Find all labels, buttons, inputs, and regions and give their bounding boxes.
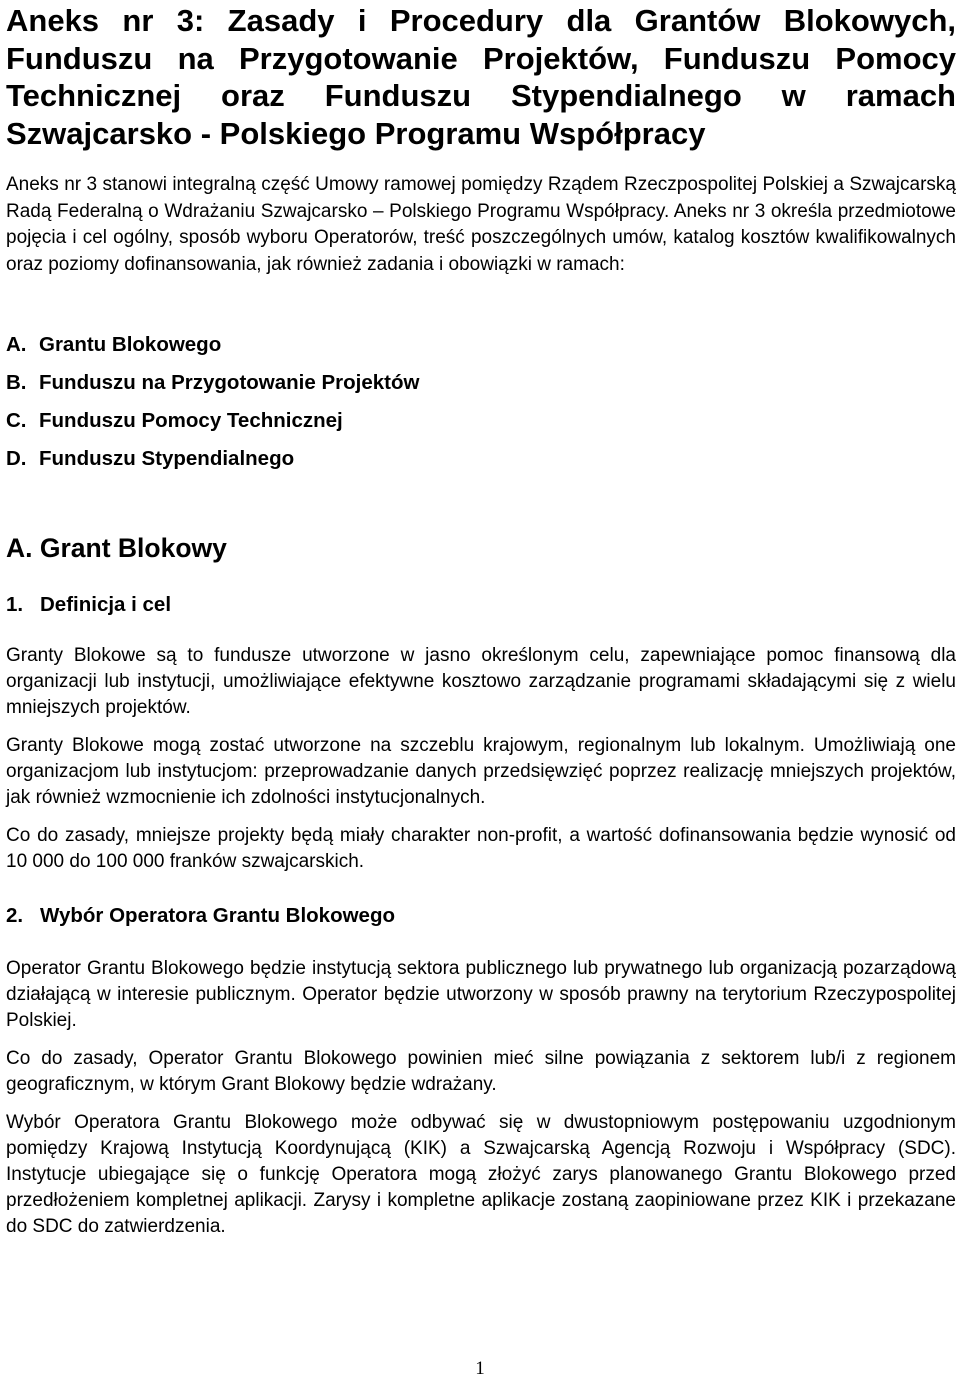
section-2-heading: 2. Wybór Operatora Grantu Blokowego bbox=[6, 904, 395, 927]
document-title: Aneks nr 3: Zasady i Procedury dla Grantów Blokowych, Funduszu na Przygotowanie Projektów, Funduszu Pomocy Technicznej oraz Funduszu Stypendialnego w ramach Szwajcarsko - Polskiego Programu Współpracy bbox=[6, 3, 956, 151]
intro-section bbox=[6, 172, 956, 278]
paragraph: Operator Grantu Blokowego będzie instytucją sektora publicznego lub prywatnego lub organizacją pozarządową działającą w interesie publicznym. Operator będzie utworzony w sposób prawny na terytorium Rzeczypospolitej Polskiej. bbox=[6, 958, 956, 1031]
paragraph: Granty Blokowe są to fundusze utworzone w jasno określonym celu, zapewniające pomoc finansową dla organizacji lub instytucji, umożliwiające efektywne kosztowo zarządzanie programami składającymi się z wielu mniejszych projektów. bbox=[6, 645, 956, 718]
section-1-heading: 1. Definicja i cel bbox=[6, 593, 172, 616]
paragraph: Granty Blokowe mogą zostać utworzone na szczeblu krajowym, regionalnym lub lokalnym. Umożliwiają one organizacjom lub instytucjom: przeprowadzanie danych przedsięwzięć poprzez realizację mniejszych projektów, jak również wzmocnienie ich zdolności instytucjonalnych. bbox=[6, 735, 956, 808]
list-item: A. Grantu Blokowego bbox=[6, 333, 222, 356]
scope-list bbox=[6, 326, 956, 478]
paragraph: Co do zasady, Operator Grantu Blokowego powinien mieć silne powiązania z sektorem lub/i z regionem geograficznym, w którym Grant Blokowy będzie wdrażany. bbox=[6, 1048, 956, 1095]
list-item: C. Funduszu Pomocy Technicznej bbox=[6, 409, 343, 432]
paragraph: Wybór Operatora Grantu Blokowego może odbywać się w dwustopniowym postępowaniu uzgodnionym pomiędzy Krajową Instytucją Koordynującą (KIK) a Szwajcarską Agencją Rozwoju i Współpracy (SDC). Instytucje ubiegające się o funkcję Operatora mogą złożyć zarys planowanego Grantu Blokowego przed przedłożeniem kompletnej aplikacji. Zarysy i kompletne aplikacje zostaną zaopiniowane przez KIK i przekazane do SDC do zatwierdzenia. bbox=[6, 1112, 956, 1237]
page-number: 1 bbox=[475, 1358, 485, 1379]
list-item: B. Funduszu na Przygotowanie Projektów bbox=[6, 371, 420, 394]
intro-paragraph: Aneks nr 3 stanowi integralną część Umowy ramowej pomiędzy Rządem Rzeczpospolitej Polskiej a Szwajcarską Radą Federalną o Wdrażaniu Szwajcarsko – Polskiego Programu Współpracy. Aneks nr 3 określa przedmiotowe pojęcia i cel ogólny, sposób wyboru Operatorów, treść poszczególnych umów, katalog kosztów kwalifikowalnych oraz poziomy dofinansowania, jak również zadania i obowiązki w ramach: bbox=[6, 174, 956, 275]
list-item: D. Funduszu Stypendialnego bbox=[6, 447, 295, 470]
section-a-heading: A. Grant Blokowy bbox=[6, 533, 227, 563]
paragraph: Co do zasady, mniejsze projekty będą miały charakter non-profit, a wartość dofinansowania będzie wynosić od 10 000 do 100 000 franków szwajcarskich. bbox=[6, 825, 956, 872]
